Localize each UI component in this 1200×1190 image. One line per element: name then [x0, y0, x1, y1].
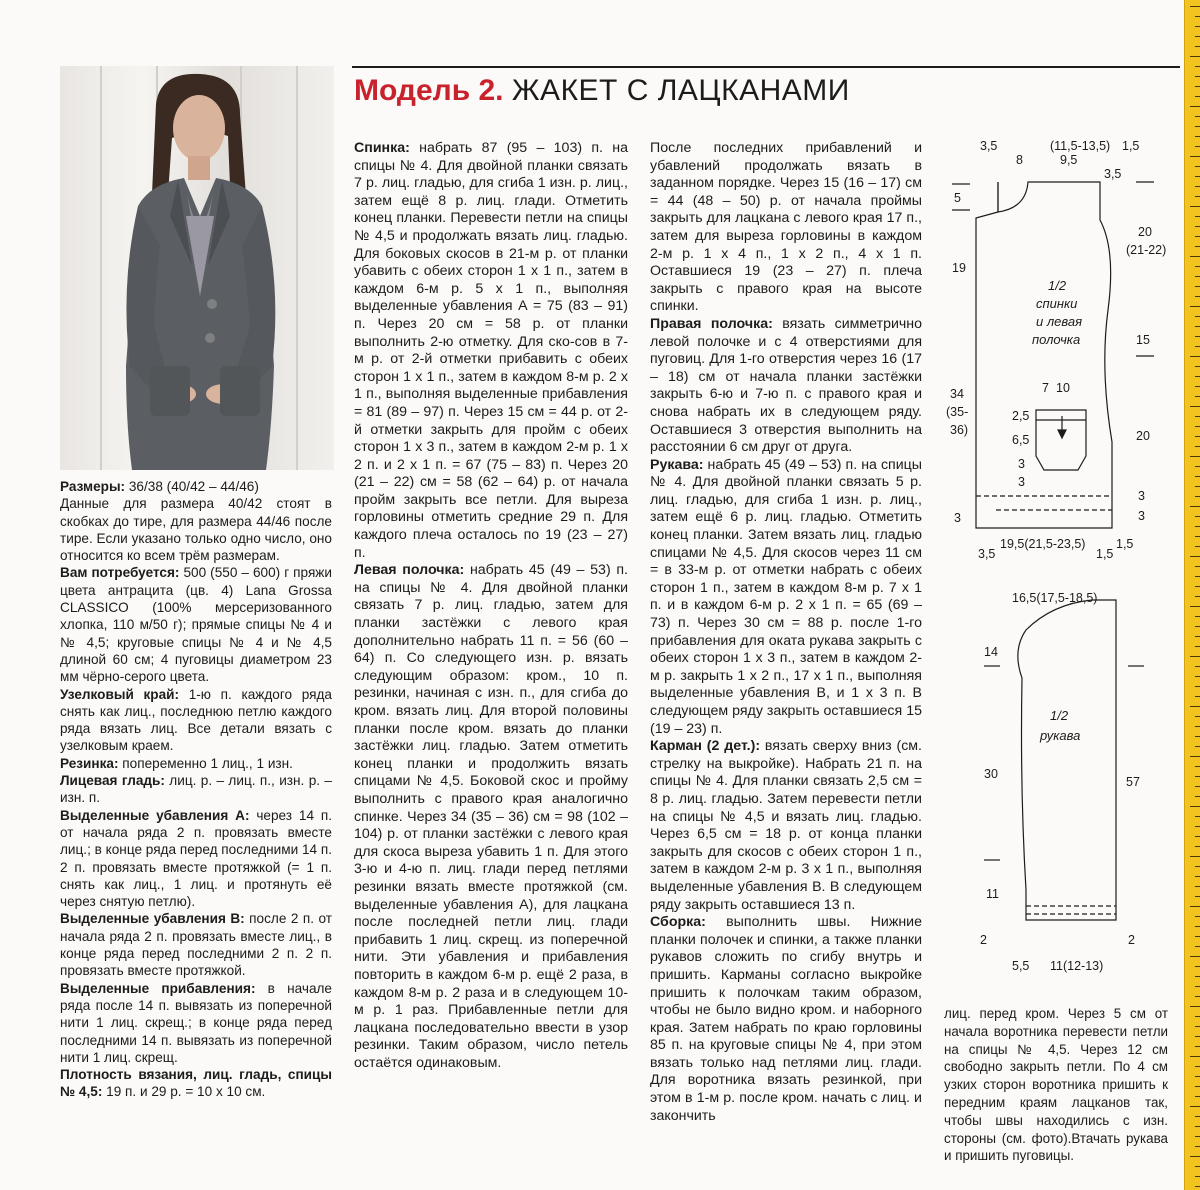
ruler-tick [1195, 616, 1200, 617]
ruler-tick [1195, 976, 1200, 977]
ruler-tick [1190, 506, 1200, 507]
svg-text:и левая: и левая [1036, 314, 1083, 329]
ruler-tick [1195, 136, 1200, 137]
ruler-tick [1195, 116, 1200, 117]
ruler-tick [1195, 1166, 1200, 1167]
ruler-tick [1190, 406, 1200, 407]
ruler-tick [1195, 1026, 1200, 1027]
decrease-a-paragraph: Выделенные убавления А: через 14 п. от начала ряда 2 п. провязать вместе лиц.; в конце ряда перед последними 14 п. 2 п. провязать вместе протяжкой (= 1 п. снять как лиц., 1 лиц. и протянуть её через снятую петлю). [60, 807, 332, 910]
ruler-tick [1195, 736, 1200, 737]
ruler-tick [1195, 816, 1200, 817]
ruler-tick [1190, 806, 1200, 807]
ruler-tick [1195, 1126, 1200, 1127]
svg-text:(21-22): (21-22) [1126, 243, 1167, 257]
svg-text:1,5: 1,5 [1096, 547, 1114, 561]
ruler-tick [1195, 946, 1200, 947]
ruler-tick [1195, 1176, 1200, 1177]
ruler-tick [1195, 336, 1200, 337]
ruler-tick [1195, 716, 1200, 717]
ruler-tick [1190, 356, 1200, 357]
ruler-tick [1195, 466, 1200, 467]
ruler-tick [1190, 456, 1200, 457]
ruler-tick [1195, 326, 1200, 327]
ruler-tick [1195, 866, 1200, 867]
ruler-tick [1195, 1036, 1200, 1037]
ruler-tick [1195, 886, 1200, 887]
ruler-tick [1190, 156, 1200, 157]
svg-text:2,5: 2,5 [1012, 409, 1030, 423]
ruler-tick [1195, 66, 1200, 67]
ruler-tick [1195, 586, 1200, 587]
ruler-tick [1195, 1146, 1200, 1147]
ruler-tick [1195, 76, 1200, 77]
model-number: Модель 2. [354, 74, 504, 107]
ruler-tick [1195, 626, 1200, 627]
ruler-tick [1195, 836, 1200, 837]
ruler-tick [1195, 416, 1200, 417]
model-photo [60, 66, 334, 470]
ruler-tick [1190, 756, 1200, 757]
svg-text:полочка: полочка [1032, 332, 1081, 347]
ruler-tick [1195, 236, 1200, 237]
pocket-paragraph: Карман (2 дет.): вязать сверху вниз (см. стрелку на выкройке). Набрать 21 п. на спицы № 4. Для планки связать 2,5 см = 8 р. лиц. гладью. Затем перевести петли на спицы № 4,5 и вязать лиц. гладью. Через 6,5 см = 18 р. от конца планки закрыть для скосов с обеих сторон 1 п., затем в каждом 2-м р. 3 х 1 п., выполняя выделенные убавления В. В следующем ряду закрыть оставшиеся 13 п. [650, 738, 922, 913]
materials-paragraph: Вам потребуется: 500 (550 – 600) г пряжи цвета антрацита (цв. 4) Lana Grossa CLASSICO (100% мерсеризованного хлопка, 110 м/50 г); прямые спицы № 4 и № 4,5; круговые спицы № 4 и № 4,5 длиной 60 см; 4 пуговицы диаметром 23 мм чёрно-серого цвета. [60, 565, 332, 685]
ruler-tick [1195, 916, 1200, 917]
ruler-tick [1190, 556, 1200, 557]
body-and-sleeve-schematic [940, 130, 1180, 990]
svg-text:1,5: 1,5 [1122, 139, 1140, 153]
svg-text:3: 3 [954, 511, 961, 525]
ruler-tick [1195, 516, 1200, 517]
ruler-tick [1195, 926, 1200, 927]
ruler-tick [1195, 186, 1200, 187]
svg-text:2: 2 [1128, 933, 1135, 947]
ruler-tick [1195, 426, 1200, 427]
ruler-tick [1195, 296, 1200, 297]
ruler-tick [1195, 576, 1200, 577]
svg-text:11(12-13): 11(12-13) [1050, 959, 1104, 973]
ruler-tick [1195, 386, 1200, 387]
svg-text:10: 10 [1056, 381, 1070, 395]
svg-text:(35-: (35- [946, 405, 969, 419]
ruler-tick [1195, 696, 1200, 697]
ruler-tick [1190, 206, 1200, 207]
stockinette-paragraph: Лицевая гладь: лиц. р. – лиц. п., изн. р. – изн. п. [60, 773, 332, 806]
ruler-tick [1195, 146, 1200, 147]
ruler-tick [1195, 876, 1200, 877]
svg-text:3: 3 [1138, 489, 1145, 503]
ruler-tick [1195, 526, 1200, 527]
ruler-tick [1195, 126, 1200, 127]
assembly-paragraph: Сборка: выполнить швы. Нижние планки полочек и спинки, а также планки рукавов сложить по сгибу внутрь и пришить. Карманы согласно выкройке пришить к полочкам таким образом, чтобы не было видно кром. и наборного края. Затем набрать по краю горловины 85 п. на круговые спицы № 4, при этом вязать только над петлями лиц. глади. Для воротника вязать резинкой, при этом в 1-м р. после кром. начать с лиц. и закончить [650, 914, 922, 1124]
gauge-paragraph: Плотность вязания, лиц. гладь, спицы № 4,5: 19 п. и 29 р. = 10 х 10 см. [60, 1067, 332, 1100]
svg-text:6,5: 6,5 [1012, 433, 1030, 447]
svg-text:9,5: 9,5 [1060, 153, 1078, 167]
ruler-tick [1195, 786, 1200, 787]
svg-text:1,5: 1,5 [1116, 537, 1134, 551]
ruler-tick [1195, 266, 1200, 267]
ruler-tick [1190, 1156, 1200, 1157]
ruler-tick [1195, 1046, 1200, 1047]
ruler-tick [1190, 1006, 1200, 1007]
page-edge-ruler [1184, 0, 1200, 1190]
back-paragraph: Спинка: набрать 87 (95 – 103) п. на спицы № 4. Для двойной планки связать 7 р. лиц. гладью, для сгиба 1 изн. р. лиц., затем ещё 8 р. лиц. глади. Отметить конец планки. Перевести петли на спицы № 4,5 и продолжать вязать лиц. гладью. Для боковых скосов в 21-м р. от планки убавить с обеих сторон 1 х 1 п., затем в каждом 6-м р. 5 х 1 п., выполняя выделенные убавления А = 75 (83 – 91) п. Через 20 см = 58 р. от планки выполнить 2-ю отметку. Для ско-сов в 7-м р. от 2-й отметки прибавить с обеих сторон 1 х 1 п., затем в каждом 8-м р. 2 х 1 п., выполняя выделенные прибавления = 81 (89 – 97) п. Через 15 см = 44 р. от 2-й отметки закрыть для пройм с обеих сторон 1 х 3 п., затем в каждом 2-м р. 1 х 2 п. и 2 х 1 п. = 67 (75 – 83) п. Через 20 (21 – 22) см = 58 (62 – 64) р. от начала пройм закрыть все петли. Для выреза горловины отметить средние 29 п. Для каждого плеча осталось по 19 (23 – 27) п. [354, 140, 628, 561]
ruler-tick [1195, 936, 1200, 937]
ruler-tick [1190, 1056, 1200, 1057]
svg-text:30: 30 [984, 767, 998, 781]
text-column-4 [944, 1005, 1168, 1165]
ruler-tick [1195, 636, 1200, 637]
svg-text:15: 15 [1136, 333, 1150, 347]
svg-text:рукава: рукава [1040, 728, 1081, 743]
ruler-tick [1195, 566, 1200, 567]
svg-text:3,5: 3,5 [978, 547, 996, 561]
text-column-3 [650, 140, 922, 1125]
ruler-tick [1190, 706, 1200, 707]
ruler-tick [1195, 1186, 1200, 1187]
text-column-2 [354, 140, 628, 1072]
ruler-tick [1190, 6, 1200, 7]
svg-text:11: 11 [986, 887, 999, 901]
ruler-tick [1195, 226, 1200, 227]
ruler-tick [1190, 106, 1200, 107]
ruler-tick [1195, 1096, 1200, 1097]
text-column-1 [60, 478, 332, 1101]
ruler-tick [1190, 256, 1200, 257]
pattern-schematics [940, 130, 1180, 990]
ruler-tick [1195, 216, 1200, 217]
ruler-tick [1190, 856, 1200, 857]
woman-in-jacket-illustration [60, 66, 334, 470]
svg-text:3,5: 3,5 [1104, 167, 1122, 181]
svg-text:8: 8 [1016, 153, 1023, 167]
ruler-tick [1195, 596, 1200, 597]
svg-text:1/2: 1/2 [1048, 278, 1067, 293]
ruler-tick [1195, 176, 1200, 177]
ruler-tick [1195, 766, 1200, 767]
ruler-tick [1195, 776, 1200, 777]
sleeves-paragraph: Рукава: набрать 45 (49 – 53) п. на спицы № 4. Для двойной планки связать 5 р. лиц. гладью, для сгиба 1 изн. р. лиц., затем ещё 6 р. лиц. гладью. Отметить конец планки. Затем вязать лиц. гладью спицами № 4,5. Для скосов через 11 см = в 33-м р. от отметки набрать с обеих сторон 1 п., затем в каждом 8-м р. 7 х 1 п. и в каждом 6-м р. 2 х 1 п. = 65 (69 – 73) п. Через 30 см = 88 р. после 1-го прибавления для оката рукава закрыть с обеих сторон 1 х 3 п., затем в каждом 2-м р. закрыть 1 х 2 п., 17 х 1 п., выполняя выделенные убавления В, и 1 х 3 п. В следующем ряду закрыть оставшиеся 15 (19 – 23) п. [650, 456, 922, 737]
ruler-tick [1190, 656, 1200, 657]
svg-text:5: 5 [954, 191, 961, 205]
svg-text:3: 3 [1018, 475, 1025, 489]
left-front-paragraph: Левая полочка: набрать 45 (49 – 53) п. на спицы № 4. Для двойной планки связать 7 р. лиц. гладью, затем для планки застёжки с левого края дополнительно набрать 11 п. = 56 (60 – 64) п. Со следующего изн. р. вязать следующим образом: кром., 10 п. резинки, начиная с изн. п., для сгиба до кром. вязать лиц. Для второй половины планки после кром. вязать до планки застёжки лиц. гладью. Затем отметить конец планки и продолжить вязать спицами № 4,5. Боковой скос и пройму выполнить с правого края аналогично спинке. Через 34 (35 – 36) см = 98 (102 – 104) р. от планки застёжки с левого края для скоса выреза убавить 1 п. Для этого 3-ю и 4-ю п. лиц. глади перед петлями резинки вязать вместе протяжкой (см. выделенные убавления А), для лацкана после последней петли лиц. глади прибавить 1 лиц. скрещ. из поперечной нити. Эти убавления и прибавления повторить в каждом 6-м р. ещё 2 раза, в каждом 8-м р. 2 раза и в следующем 10-м р. 1 раз. Прибавленные петли для лацкана последовательно ввести в узор резинки. Таким образом, число петель остаётся одинаковым. [354, 562, 628, 1071]
ruler-tick [1195, 1076, 1200, 1077]
ruler-tick [1190, 906, 1200, 907]
svg-text:20: 20 [1136, 429, 1150, 443]
ruler-tick [1195, 446, 1200, 447]
rib-paragraph: Резинка: попеременно 1 лиц., 1 изн. [60, 755, 293, 771]
ruler-tick [1195, 346, 1200, 347]
ruler-tick [1195, 1086, 1200, 1087]
ruler-tick [1195, 746, 1200, 747]
svg-text:3,5: 3,5 [980, 139, 998, 153]
svg-text:5,5: 5,5 [1012, 959, 1030, 973]
ruler-tick [1190, 956, 1200, 957]
ruler-tick [1195, 316, 1200, 317]
ruler-tick [1195, 896, 1200, 897]
ruler-tick [1195, 276, 1200, 277]
ruler-tick [1195, 286, 1200, 287]
ruler-tick [1190, 306, 1200, 307]
ruler-tick [1195, 376, 1200, 377]
svg-text:34: 34 [950, 387, 964, 401]
ruler-tick [1195, 96, 1200, 97]
sizes-paragraph: Размеры: 36/38 (40/42 – 44/46) [60, 479, 259, 494]
svg-text:(11,5-13,5): (11,5-13,5) [1050, 139, 1111, 153]
svg-text:19,5(21,5-23,5): 19,5(21,5-23,5) [1000, 537, 1086, 551]
ruler-tick [1195, 676, 1200, 677]
svg-text:2: 2 [980, 933, 987, 947]
ruler-tick [1195, 246, 1200, 247]
ruler-tick [1195, 26, 1200, 27]
left-front-cont-paragraph: После последних прибавлений и убавлений продолжать вязать в заданном порядке. Через 15 (16 – 17) см = 44 (48 – 50) р. от начала проймы закрыть для лацкана с левого края 17 п., затем для выреза горловины в каждом 2-м р. 1 х 4 п., 1 х 2 п., 4 х 1 п. Оставшиеся 19 (23 – 27) п. плеча закрыть с правого края на высоте спинки. [650, 140, 922, 315]
ruler-tick [1195, 536, 1200, 537]
ruler-tick [1195, 196, 1200, 197]
svg-text:3: 3 [1018, 457, 1025, 471]
ruler-tick [1190, 56, 1200, 57]
svg-text:20: 20 [1138, 225, 1152, 239]
ruler-tick [1195, 46, 1200, 47]
ruler-tick [1195, 16, 1200, 17]
svg-text:спинки: спинки [1036, 296, 1078, 311]
title-rule [352, 66, 1180, 68]
ruler-tick [1195, 486, 1200, 487]
svg-text:7: 7 [1042, 381, 1049, 395]
ruler-tick [1195, 996, 1200, 997]
ruler-tick [1195, 86, 1200, 87]
decrease-b-paragraph: Выделенные убавления В: после 2 п. от начала ряда 2 п. провязать вместе лиц., в конце ряда перед последними 2 п. 2 п. провязать вместе протяжкой. [60, 911, 332, 979]
ruler-tick [1195, 846, 1200, 847]
ruler-tick [1195, 166, 1200, 167]
ruler-tick [1195, 966, 1200, 967]
right-front-paragraph: Правая полочка: вязать симметрично левой полочке и с 4 отверстиями для пуговиц. Для 1-го отверстия через 16 (17 – 18) см от начала планки застёжки закрыть 6-ю и 7-ю п. с правого края и снова набрать их в следующем ряду. Оставшиеся 3 отверстия выполнить на расстоянии 6 см друг от друга. [650, 315, 923, 456]
model-name: ЖАКЕТ С ЛАЦКАНАМИ [511, 74, 850, 107]
ruler-tick [1195, 666, 1200, 667]
ruler-tick [1195, 1136, 1200, 1137]
svg-text:3: 3 [1138, 509, 1145, 523]
ruler-tick [1195, 796, 1200, 797]
ruler-tick [1190, 606, 1200, 607]
ruler-tick [1195, 496, 1200, 497]
ruler-tick [1190, 1106, 1200, 1107]
page-title [354, 74, 850, 108]
increase-paragraph: Выделенные прибавления: в начале ряда после 14 п. вывязать из поперечной нити 1 лиц. скрещ.; в конце ряда перед последними 14 п. вывязать из поперечной нити 1 лиц. скрещ. [60, 980, 332, 1065]
ruler-tick [1195, 646, 1200, 647]
ruler-tick [1195, 1116, 1200, 1117]
svg-text:19: 19 [952, 261, 966, 275]
edge-paragraph: Узелковый край: 1-ю п. каждого ряда снять как лиц., последнюю петлю каждого ряда вязать лиц. Все детали вязать с узелковым краем. [60, 686, 332, 754]
svg-text:1/2: 1/2 [1050, 708, 1069, 723]
assembly-cont-paragraph: лиц. перед кром. Через 5 см от начала воротника перевести петли на спицы № 4,5. Через 12 см свободно закрыть петли. По 4 см узких сторон воротника пришить к передним краям лацканов так, чтобы швы находились с изн. стороны (см. фото).Втачать рукава и пришить пуговицы. [944, 1006, 1168, 1164]
ruler-tick [1195, 726, 1200, 727]
ruler-tick [1195, 546, 1200, 547]
ruler-tick [1195, 1066, 1200, 1067]
ruler-tick [1195, 986, 1200, 987]
sizes-note-paragraph: Данные для размера 40/42 стоят в скобках до тире, для размера 44/46 после тире. Если указано только одно число, оно относится ко всем трём размерам. [60, 496, 332, 564]
ruler-tick [1195, 686, 1200, 687]
ruler-tick [1195, 366, 1200, 367]
ruler-tick [1195, 826, 1200, 827]
svg-text:14: 14 [984, 645, 998, 659]
ruler-tick [1195, 36, 1200, 37]
svg-text:16,5(17,5-18,5): 16,5(17,5-18,5) [1012, 591, 1098, 605]
ruler-tick [1195, 1016, 1200, 1017]
svg-text:57: 57 [1126, 775, 1140, 789]
ruler-tick [1195, 436, 1200, 437]
ruler-tick [1195, 396, 1200, 397]
ruler-tick [1195, 476, 1200, 477]
svg-text:36): 36) [950, 423, 969, 437]
